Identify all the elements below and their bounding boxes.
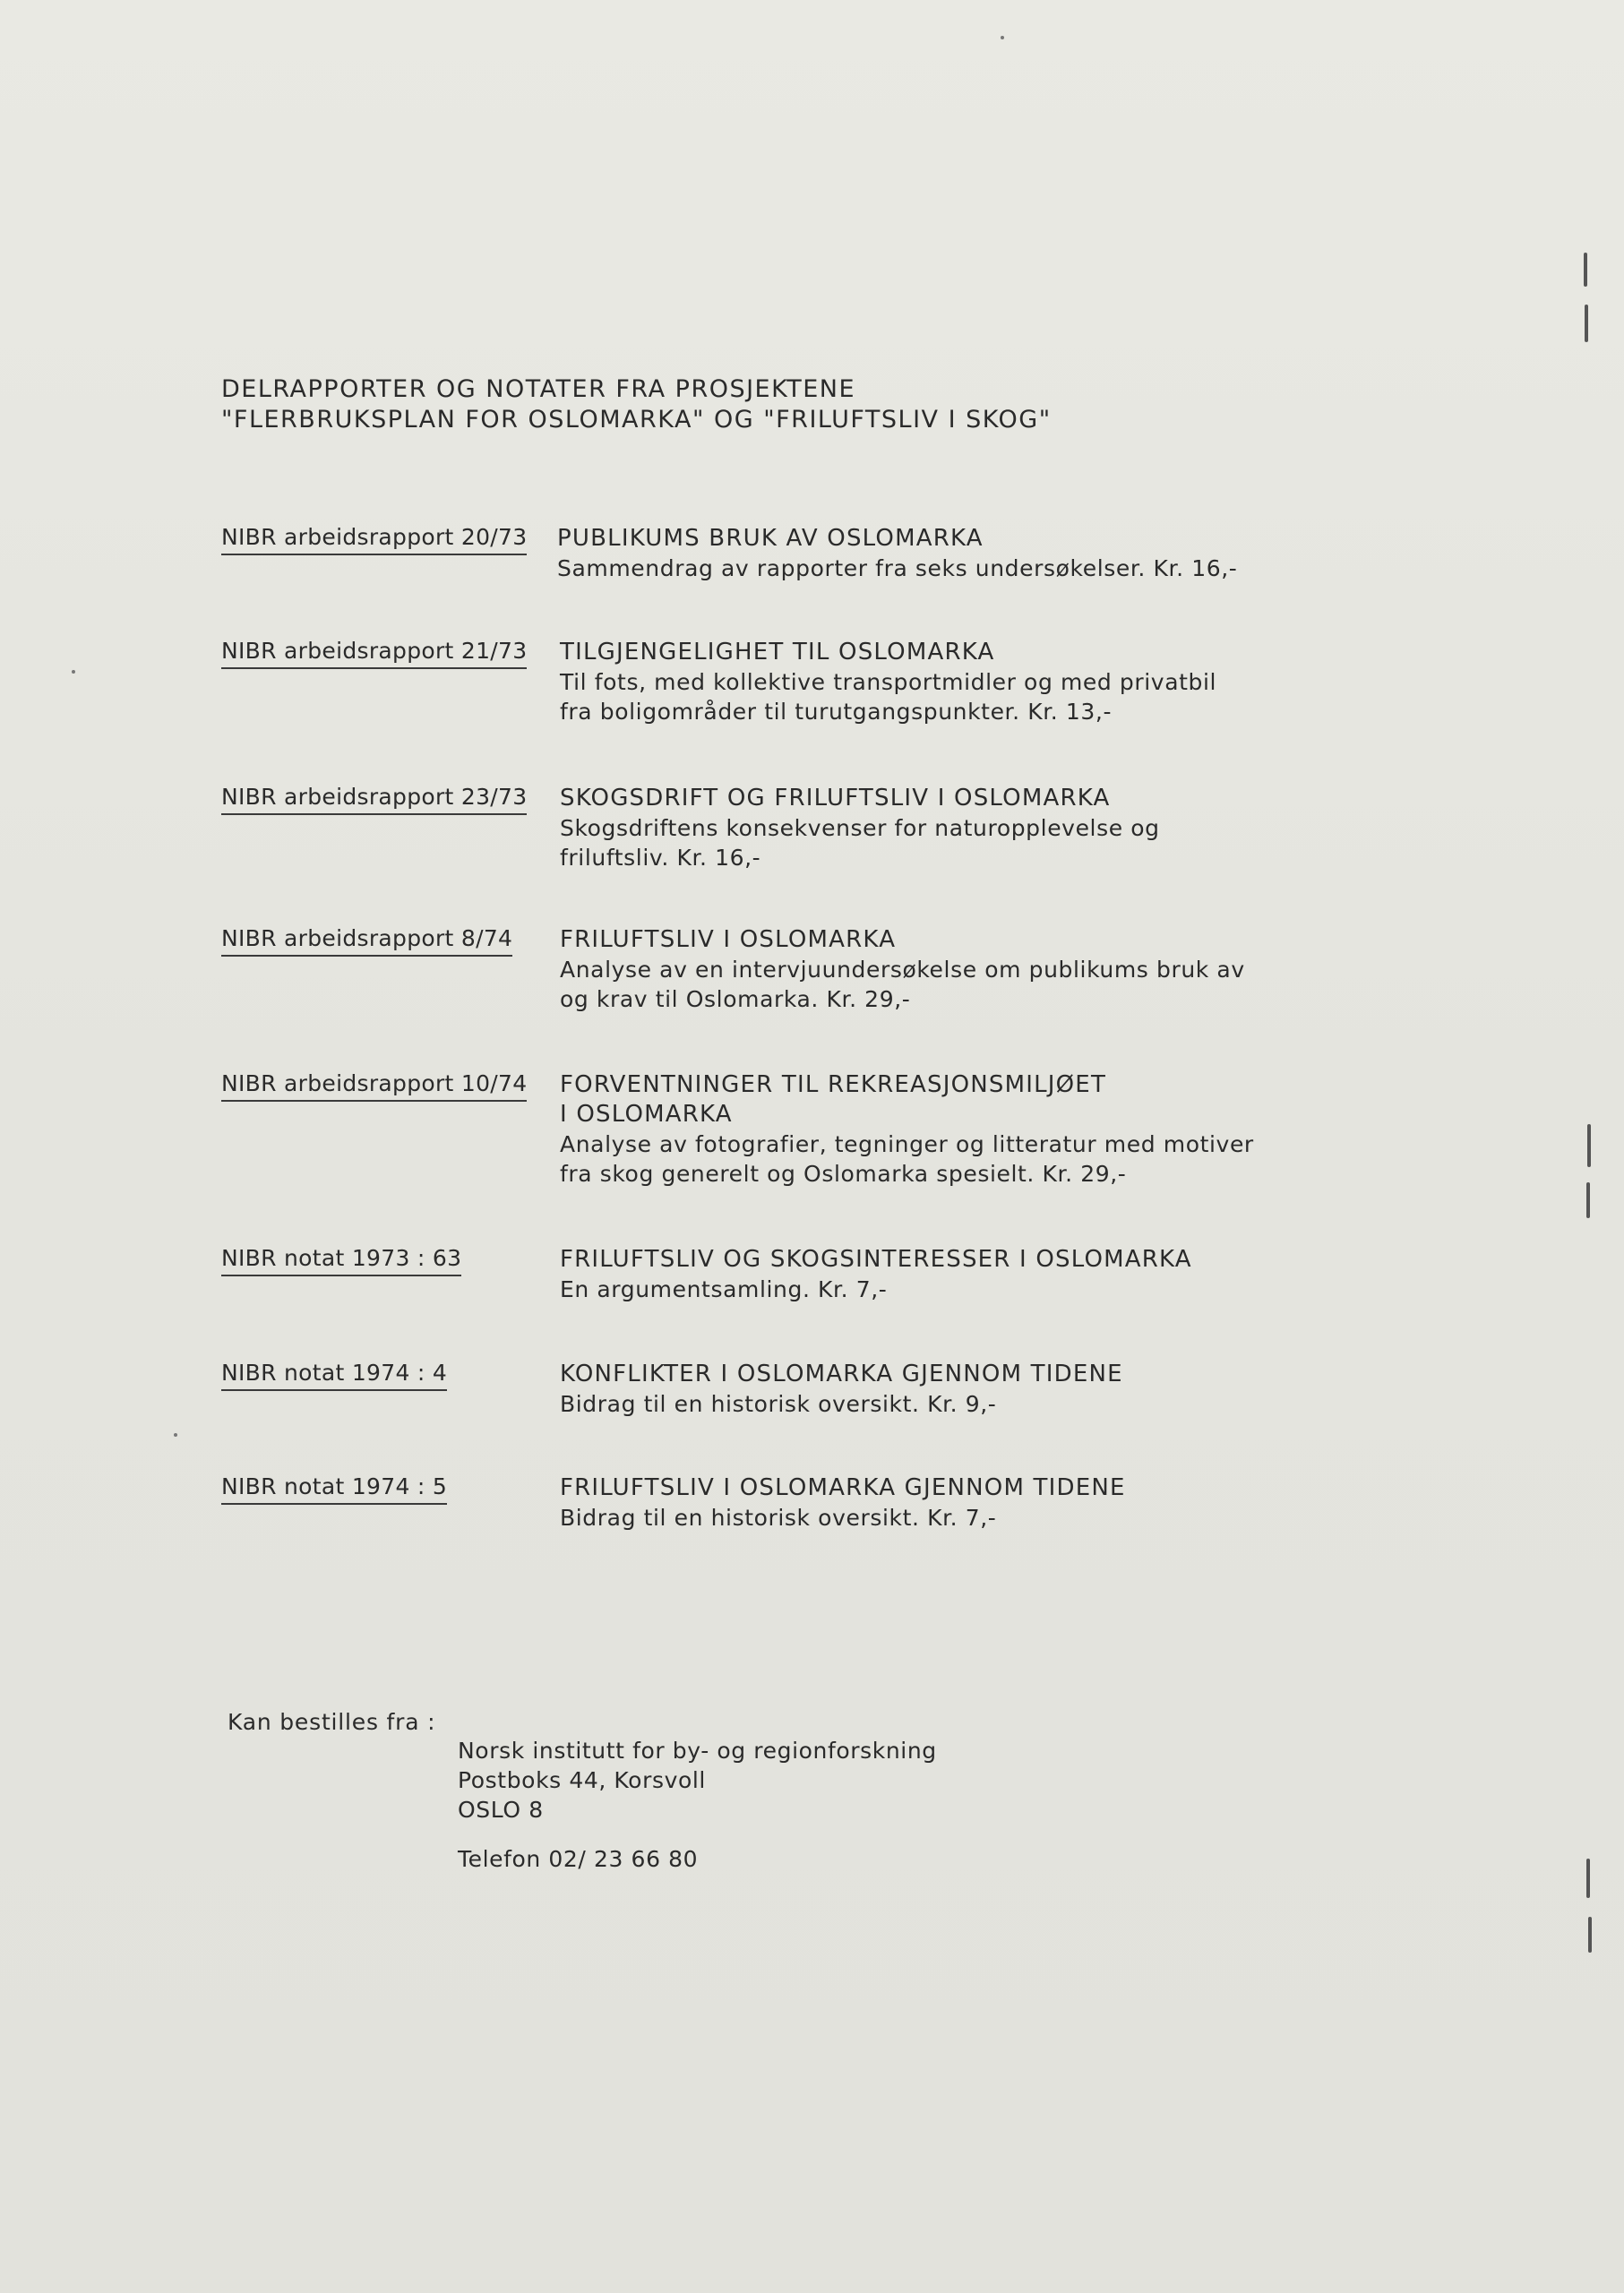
phone-line: Telefon 02/ 23 66 80 [458, 1846, 699, 1872]
publication-summary-line: friluftsliv. Kr. 16,- [560, 845, 761, 871]
publication-title: FORVENTNINGER TIL REKREASJONSMILJØET [560, 1071, 1107, 1098]
publication-description [557, 524, 1292, 583]
publication-entry [221, 925, 1296, 1051]
publication-summary-line: Analyse av fotografier, tegninger og litteratur med motiver [560, 1131, 1254, 1157]
publication-reference: NIBR arbeidsrapport 10/74 [221, 1070, 527, 1102]
publication-title-continued: I OSLOMARKA [560, 1101, 733, 1128]
publication-title: FRILUFTSLIV OG SKOGSINTERESSER I OSLOMARKA [560, 1246, 1192, 1273]
document-heading [221, 374, 1052, 435]
publication-description [560, 1473, 1294, 1533]
publication-entry [221, 1245, 1296, 1370]
binding-mark [1585, 305, 1588, 342]
publication-title: TILGJENGELIGHET TIL OSLOMARKA [560, 639, 995, 666]
publication-entry [221, 784, 1296, 909]
binding-mark [1588, 1917, 1592, 1953]
publication-reference: NIBR notat 1974 : 5 [221, 1473, 447, 1505]
binding-mark [1586, 1182, 1590, 1218]
heading-line-2: "FLERBRUKSPLAN FOR OSLOMARKA" OG "FRILUFTSLIV I SKOG" [221, 406, 1052, 434]
publication-reference: NIBR arbeidsrapport 23/73 [221, 784, 527, 815]
publication-title: PUBLIKUMS BRUK AV OSLOMARKA [557, 525, 984, 552]
binding-mark [1586, 1859, 1590, 1898]
publication-reference: NIBR arbeidsrapport 20/73 [221, 524, 527, 555]
paper-speck [1001, 36, 1004, 39]
publication-reference: NIBR notat 1973 : 63 [221, 1245, 461, 1276]
order-address [458, 1736, 937, 1874]
publication-summary-line: Til fots, med kollektive transportmidler og med privatbil [560, 669, 1217, 695]
publication-reference: NIBR notat 1974 : 4 [221, 1360, 447, 1391]
publication-summary-line: Skogsdriftens konsekvenser for naturopplevelse og [560, 815, 1160, 841]
publication-reference: NIBR arbeidsrapport 21/73 [221, 638, 527, 669]
paper-speck [72, 670, 75, 674]
publication-summary-line: fra boligområder til turutgangspunkter. Kr. 13,- [560, 699, 1113, 725]
publication-entry [221, 1473, 1296, 1599]
publication-description [560, 1245, 1294, 1304]
binding-mark [1587, 1124, 1591, 1167]
publication-description [560, 638, 1294, 726]
heading-line-1: DELRAPPORTER OG NOTATER FRA PROSJEKTENE [221, 375, 856, 403]
publication-title: KONFLIKTER I OSLOMARKA GJENNOM TIDENE [560, 1361, 1123, 1387]
publication-description [560, 1360, 1294, 1419]
city-line: OSLO 8 [458, 1797, 544, 1823]
order-label: Kan bestilles fra : [228, 1709, 436, 1735]
publication-title: FRILUFTSLIV I OSLOMARKA GJENNOM TIDENE [560, 1474, 1126, 1501]
publication-reference: NIBR arbeidsrapport 8/74 [221, 925, 512, 957]
binding-mark [1584, 253, 1587, 287]
publication-entry [221, 1360, 1296, 1485]
publication-summary-line: Analyse av en intervjuundersøkelse om publikums bruk av [560, 957, 1245, 983]
publication-title: FRILUFTSLIV I OSLOMARKA [560, 926, 897, 953]
publication-title: SKOGSDRIFT OG FRILUFTSLIV I OSLOMARKA [560, 785, 1111, 812]
publication-summary-line: Bidrag til en historisk oversikt. Kr. 9,- [560, 1391, 997, 1417]
publication-summary-line: Bidrag til en historisk oversikt. Kr. 7,- [560, 1505, 997, 1531]
publication-entry [221, 638, 1296, 763]
publication-entry [221, 1070, 1296, 1196]
publication-description [560, 1070, 1294, 1189]
publication-summary-line: Sammendrag av rapporter fra seks undersøkelser. Kr. 16,- [557, 555, 1238, 581]
publication-entry [221, 524, 1296, 649]
publication-summary-line: fra skog generelt og Oslomarka spesielt. Kr. 29,- [560, 1161, 1127, 1187]
publication-description [560, 784, 1294, 872]
publication-description [560, 925, 1294, 1014]
publication-summary-line: En argumentsamling. Kr. 7,- [560, 1276, 888, 1302]
publication-summary-line: og krav til Oslomarka. Kr. 29,- [560, 986, 911, 1012]
paper-speck [174, 1433, 177, 1437]
institution-name: Norsk institutt for by- og regionforskning [458, 1738, 937, 1764]
postbox-line: Postboks 44, Korsvoll [458, 1767, 706, 1793]
